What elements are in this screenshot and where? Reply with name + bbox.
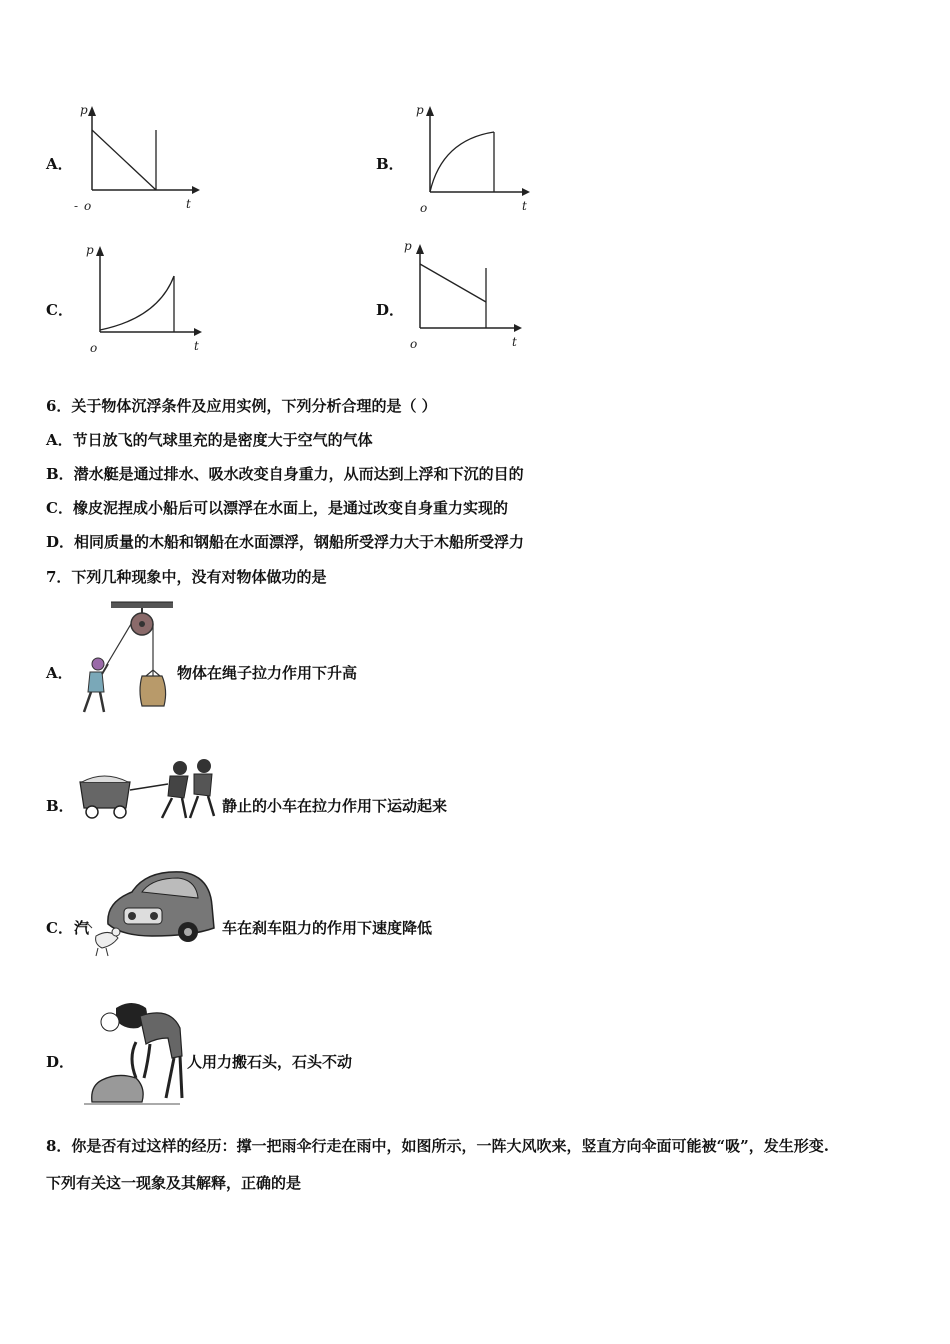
question-6-option-c: C．橡皮泥捏成小船后可以漂浮在水面上，是通过改变自身重力实现的 [46, 499, 508, 517]
question-6-option-b: B．潜水艇是通过排水、吸水改变自身重力，从而达到上浮和下沉的目的 [46, 465, 524, 483]
question-6-option-a: A．节日放飞的气球里充的是密度大于空气的气体 [46, 431, 373, 449]
question-7-stem: 7．下列几种现象中，没有对物体做功的是 [46, 568, 327, 586]
question-6-stem: 6．关于物体沉浮条件及应用实例，下列分析合理的是（ ） [46, 397, 437, 415]
option-label: C． [46, 301, 73, 319]
svg-text:o: o [410, 337, 418, 351]
option-label: D． [376, 301, 405, 319]
svg-text:-: - [74, 199, 79, 213]
graph-c-convex-rising [78, 240, 208, 355]
option-label: C． [46, 919, 73, 937]
car-braking-illustration [92, 862, 224, 958]
svg-text:t: t [194, 339, 199, 353]
option-label: D． [46, 1053, 75, 1071]
graph-a-decreasing-to-zero [70, 100, 200, 215]
svg-text:t: t [512, 335, 517, 349]
option-caption-prefix: 汽 [74, 919, 90, 937]
svg-text:t: t [522, 199, 527, 213]
svg-text:p: p [416, 103, 424, 117]
option-caption: 物体在绳子拉力作用下升高 [177, 664, 358, 682]
option-caption: 车在刹车阻力的作用下速度降低 [222, 919, 433, 937]
svg-text:o: o [90, 341, 98, 355]
option-label: A． [46, 155, 73, 173]
option-caption: 静止的小车在拉力作用下运动起来 [222, 797, 448, 815]
question-8-line-1: 8．你是否有过这样的经历：撑一把雨伞行走在雨中，如图所示，一阵大风吹来，竖直方向伞面可能被“吸”，发生形变. [46, 1137, 829, 1155]
option-label: A． [46, 664, 73, 682]
svg-text:p: p [404, 239, 412, 253]
option-label: B． [376, 155, 404, 173]
children-pulling-cart-illustration [76, 756, 222, 826]
svg-text:t: t [186, 197, 191, 211]
svg-text:p: p [86, 243, 94, 257]
graph-b-concave-rising [408, 100, 538, 215]
person-lifting-rock-illustration [80, 998, 188, 1110]
svg-text:o: o [420, 201, 428, 215]
pulley-lifting-sack-illustration [76, 600, 176, 718]
option-caption: 人用力搬石头，石头不动 [187, 1053, 353, 1071]
graph-d-linear-decreasing [398, 238, 528, 353]
svg-text:p: p [80, 103, 88, 117]
option-label: B． [46, 797, 74, 815]
question-6-option-d: D．相同质量的木船和钢船在水面漂浮，钢船所受浮力大于木船所受浮力 [46, 533, 525, 551]
svg-text:o: o [84, 199, 92, 213]
question-8-line-2: 下列有关这一现象及其解释，正确的是 [46, 1174, 302, 1192]
